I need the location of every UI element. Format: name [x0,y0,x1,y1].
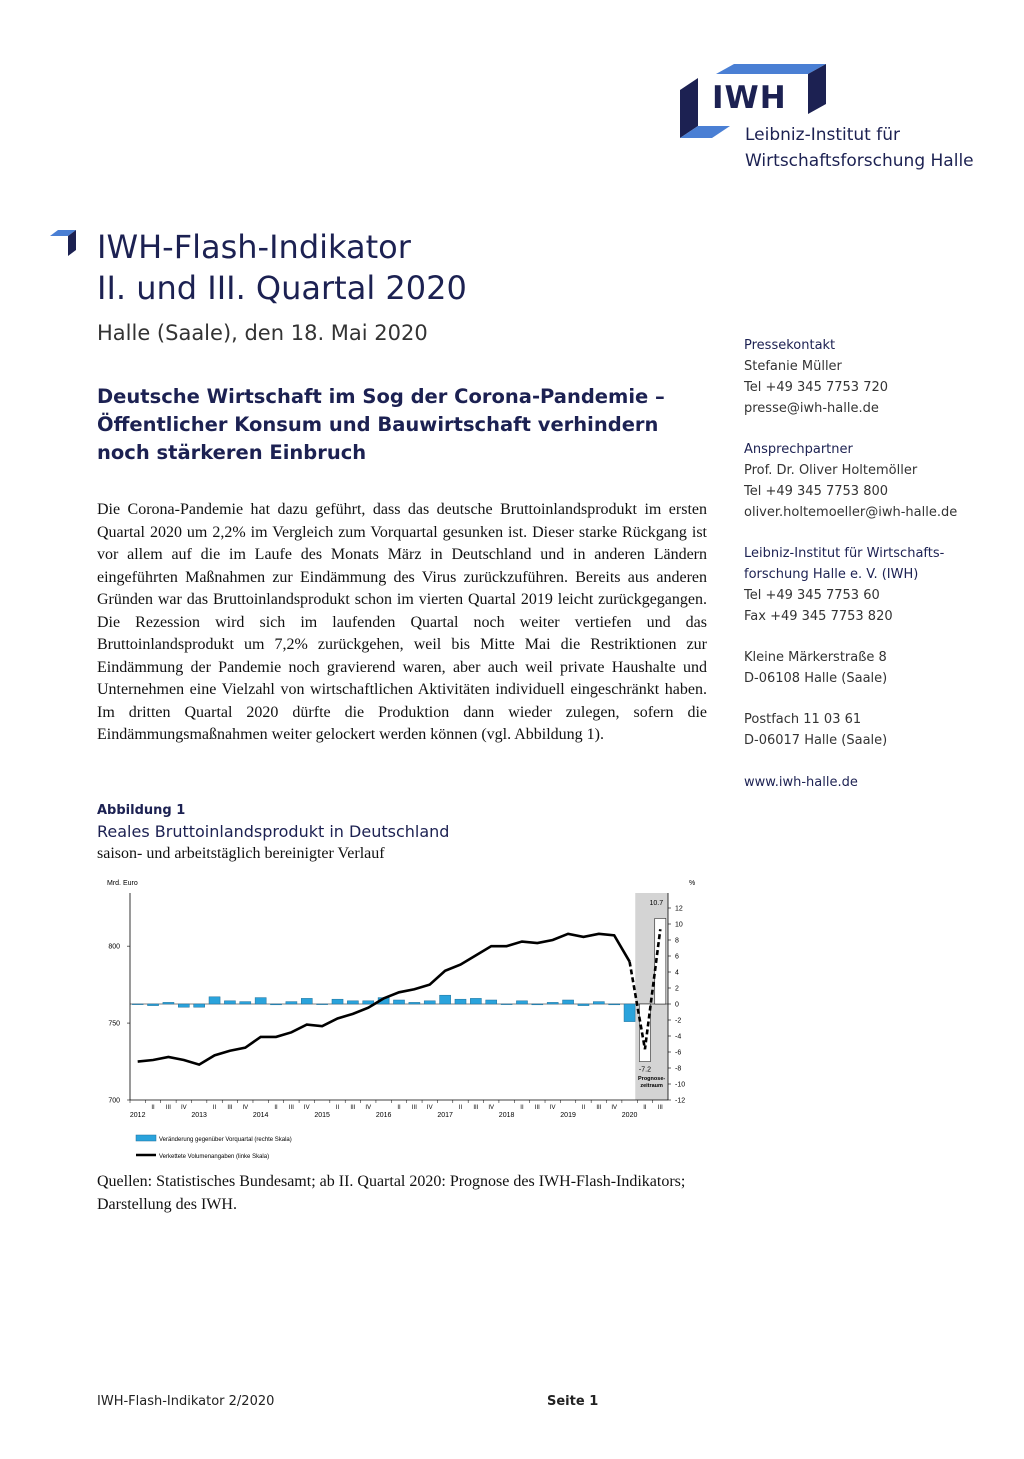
right-tick-label: 4 [675,969,679,977]
right-tick-label: 8 [675,937,679,945]
body-paragraph: Die Corona-Pandemie hat dazu geführt, dass das deutsche Bruttoinlandsprodukt im ersten Quartal 2020 um 2,2% im Vergleich zum Vorquartal gesunken ist. Dieser starke Rückgang ist vor allem auf die im Laufe des Monats März in Deutschland und in anderen Ländern eingeführten Maßnahmen zur Eindämmung des Virus zurückzuführen. Bereits aus anderen Gründen war das Bruttoinlandsprodukt schon im vierten Quartal 2019 leicht zurückgegangen. Die Rezession wird sich im laufenden Quartal noch weiter vertiefen und das Bruttoinlandsprodukt um 7,2% zurückgehen, weil bis Mitte Mai die Restriktionen zur Eindämmung der Pandemie noch gravierend waren, aber auch weil private Haushalte und Unternehmen eine Vielzahl von wirtschaftlichen Aktivitäten individuell eingeschränkt haben. Im dritten Quartal 2020 dürfte die Produktion dann wieder zulegen, sofern die Eindämmungsmaßnahmen weiter gelockert werden können (vgl. Abbildung 1). [97,501,707,743]
press-contact-email[interactable]: presse@iwh-halle.de [744,401,879,416]
bar [347,1001,358,1004]
gdp-chart [95,873,710,1163]
press-contact-phone: Tel +49 345 7753 720 [744,380,889,395]
bar [255,998,266,1004]
bar [178,1004,189,1007]
footer-publication: IWH-Flash-Indikator 2/2020 [97,1394,275,1409]
quarter-label: IV [426,1105,433,1111]
institute-name [745,122,974,174]
quarter-label: IV [303,1105,310,1111]
postal-address [744,709,887,751]
quarter-label: II [151,1105,155,1111]
bar [455,999,466,1004]
quarter-label: III [473,1105,479,1111]
quarter-label: II [212,1105,217,1111]
year-label: 2019 [560,1112,576,1119]
po-box: Postfach 11 03 61 [744,712,862,727]
year-label: 2013 [191,1112,207,1119]
city: D-06108 Halle (Saale) [744,671,888,686]
po-city: D-06017 Halle (Saale) [744,733,888,748]
institute-fax: Fax +49 345 7753 820 [744,609,893,624]
year-label: 2014 [252,1112,269,1119]
value-label-q2: -7.2 [638,1066,651,1074]
quarter-label: IV [488,1105,495,1111]
right-tick-label: 10 [675,921,683,929]
quarter-label: III [227,1105,233,1111]
contact-email[interactable]: oliver.holtemoeller@iwh-halle.de [744,505,958,520]
quarter-label: III [411,1105,417,1111]
year-label: 2020 [621,1112,638,1119]
forecast-label-line-2: zeitraum [640,1083,663,1089]
contact-name: Prof. Dr. Oliver Holtemöller [744,463,918,478]
quarter-label: II [274,1105,278,1111]
contact-phone: Tel +49 345 7753 800 [744,484,889,499]
quarter-label: III [288,1105,294,1111]
website-link[interactable]: www.iwh-halle.de [744,775,858,790]
bar [148,1004,159,1006]
institute-line-1: Leibniz-Institut für [745,125,900,145]
quarter-label: III [350,1105,356,1111]
bar [286,1002,297,1004]
release-date: Halle (Saale), den 18. Mai 2020 [97,321,428,345]
institute-line-2: Wirtschaftsforschung Halle [745,151,974,171]
headline: Deutsche Wirtschaft im Sog der Corona-Pandemie – Öffentlicher Konsum und Bauwirtschaft verhindern noch stärkeren Einbruch [97,385,665,464]
quarter-label: III [534,1105,540,1111]
bar [624,1004,635,1022]
press-contact-name: Stefanie Müller [744,359,842,374]
left-tick-label: 750 [108,1020,120,1028]
legend-bar-swatch [136,1135,156,1141]
quarter-label: III [657,1105,663,1111]
bar [470,998,481,1004]
title-line-1: IWH-Flash-Indikator [97,228,411,266]
quarter-label: IV [611,1105,618,1111]
contact-heading: Ansprechpartner [744,442,853,457]
institute-contact [744,543,944,627]
street: Kleine Märkerstraße 8 [744,650,887,665]
quarter-label: IV [242,1105,249,1111]
press-contact-heading: Pressekontakt [744,338,836,353]
quarter-label: III [165,1105,171,1111]
bar [486,1000,497,1004]
institute-line-a: Leibniz-Institut für Wirtschafts- [744,546,945,561]
year-label: 2012 [129,1112,146,1119]
street-address [744,647,887,689]
bar [393,1000,404,1004]
quarter-label: II [520,1105,524,1111]
right-tick-label: -8 [675,1065,682,1073]
bar [224,1001,235,1004]
bar [132,1004,143,1005]
bar [532,1004,543,1005]
bar [332,999,343,1004]
figure-sources: Quellen: Statistisches Bundesamt; ab II. Quartal 2020: Prognose des IWH-Flash-Indikators; Darstellung des IWH. [97,1173,686,1213]
bar [593,1002,604,1004]
bar [547,1002,558,1004]
bar [317,1004,328,1005]
contact-person [744,439,957,523]
year-label: 2015 [314,1112,330,1119]
legend-bar-label: Veränderung gegenüber Vorquartal (rechte Skala) [159,1137,292,1143]
quarter-label: II [397,1105,401,1111]
bar [501,1004,512,1005]
right-tick-label: -6 [675,1049,682,1057]
year-label: 2018 [498,1112,515,1119]
quarter-label: II [581,1105,586,1111]
right-tick-label: -12 [675,1097,686,1105]
bar [609,1004,620,1005]
right-tick-label: -4 [675,1033,682,1041]
right-tick-label: -2 [675,1017,682,1025]
bar [194,1004,205,1007]
quarter-label: II [335,1105,340,1111]
quarter-label: II [458,1105,463,1111]
figure-label: Abbildung 1 [97,803,186,818]
logo-wordmark: IWH [712,80,787,116]
forecast-label-line-1: Prognose- [638,1076,666,1082]
year-label: 2016 [375,1112,392,1119]
year-label: 2017 [437,1112,453,1119]
page-title [97,227,467,309]
left-tick-label: 700 [108,1097,120,1105]
quarter-label: IV [180,1105,187,1111]
right-axis-label: % [689,880,696,887]
bar [409,1002,420,1004]
legend-line-label: Verkettete Volumenangaben (linke Skala) [159,1154,270,1160]
bar [163,1002,174,1004]
institute-line-b: forschung Halle e. V. (IWH) [744,567,919,582]
bar [440,995,451,1004]
title-line-2: II. und III. Quartal 2020 [97,269,467,307]
bar [270,1004,281,1005]
bar [424,1001,435,1004]
right-tick-label: 0 [675,1001,679,1009]
quarter-label: II [643,1105,647,1111]
left-tick-label: 800 [108,943,120,951]
bar [563,1000,574,1004]
bar [363,1001,374,1004]
right-tick-label: 2 [675,985,679,993]
right-tick-label: 12 [675,905,683,913]
bar [240,1002,251,1004]
bar [516,1001,527,1004]
quarter-label: IV [365,1105,372,1111]
page-number: Seite 1 [547,1394,599,1409]
bar [578,1004,589,1006]
quarter-label: III [596,1105,602,1111]
right-tick-label: 6 [675,953,679,961]
institute-phone: Tel +49 345 7753 60 [744,588,880,603]
figure-title: Reales Bruttoinlandsprodukt in Deutschland [97,822,450,841]
figure-subtitle: saison- und arbeitstäglich bereinigter Verlauf [97,845,385,862]
left-axis-label: Mrd. Euro [107,880,138,887]
bar [209,997,220,1004]
right-tick-label: -10 [675,1081,686,1089]
title-mark-icon [50,230,78,256]
press-contact [744,335,888,419]
bar [301,998,312,1004]
quarter-label: IV [549,1105,556,1111]
value-label-q3: 10.7 [649,900,664,907]
